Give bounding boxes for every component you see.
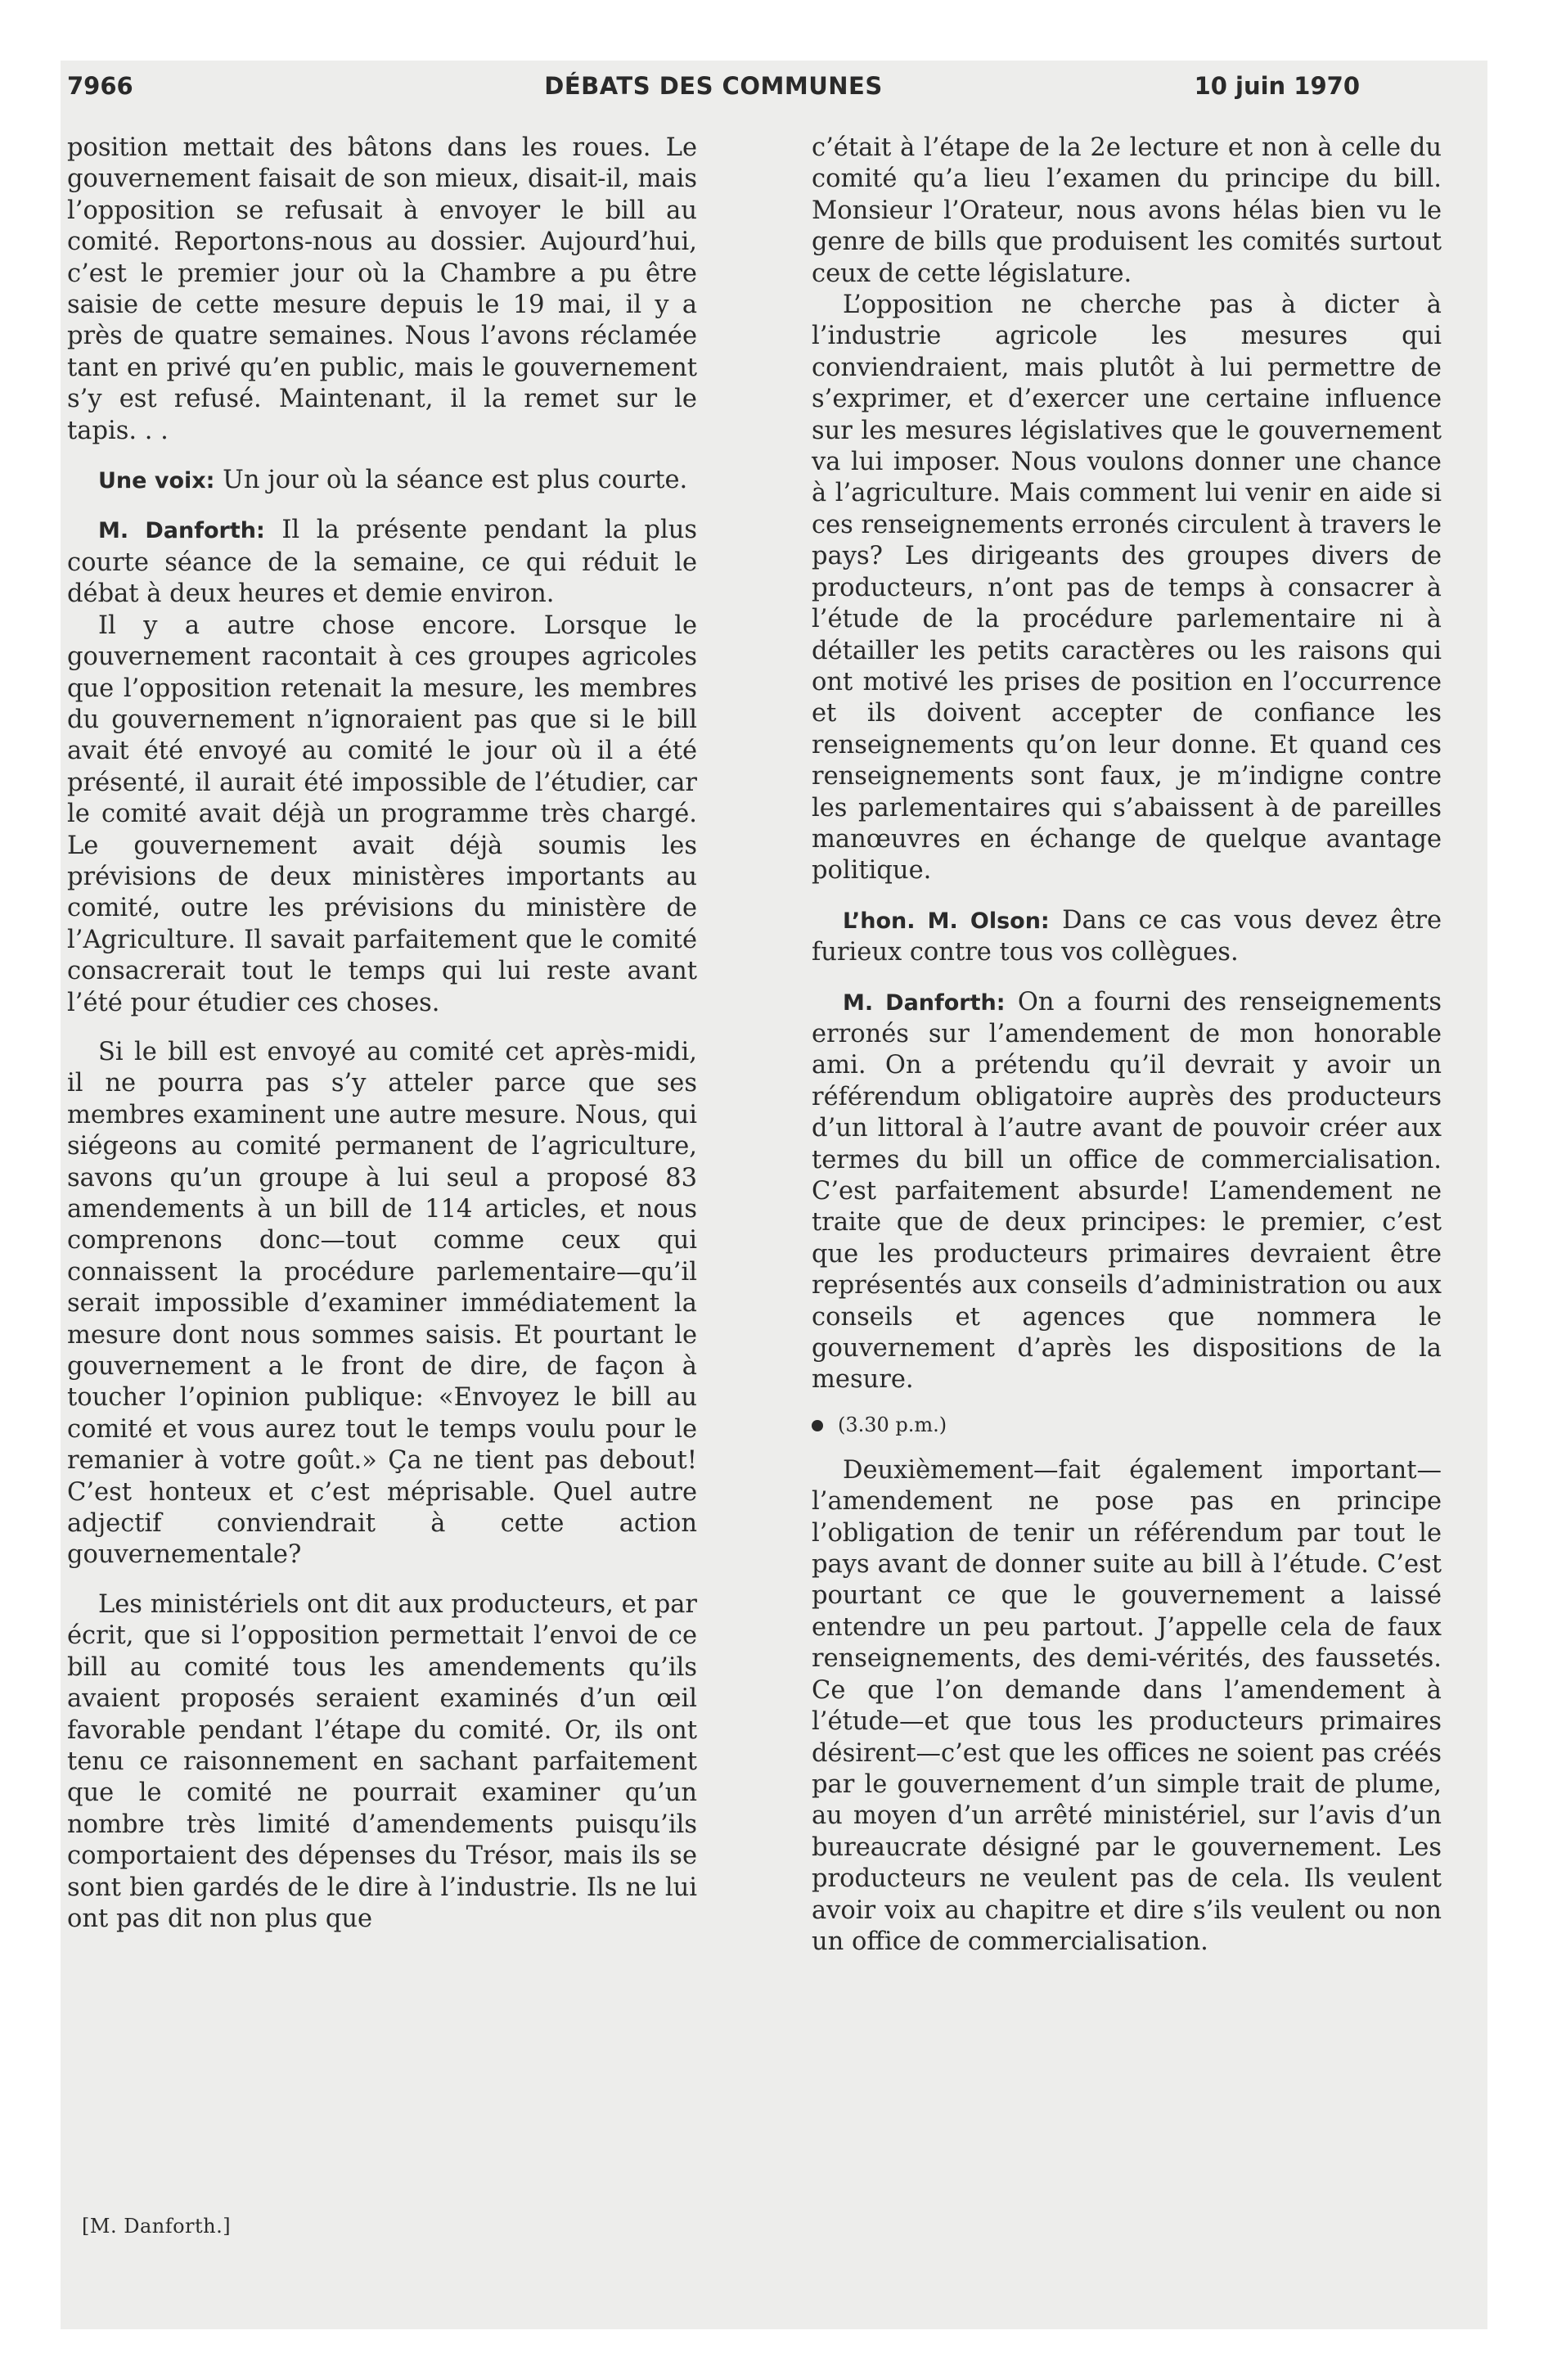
speech-text: Il la présente pendant la plus courte séance de la semaine, ce qui réduit le débat à deux heures et demie environ. <box>67 516 697 609</box>
speaker-name: Une voix: <box>98 468 215 494</box>
bullet-icon <box>812 1420 823 1431</box>
speaker-name: M. Danforth: <box>843 989 1006 1016</box>
page-number: 7966 <box>67 72 133 100</box>
speaker-name: L’hon. M. Olson: <box>843 908 1050 934</box>
page-header <box>67 72 1360 113</box>
time-marker <box>812 1413 1442 1437</box>
paragraph: Si le bill est envoyé au comité cet après-midi, il ne pourra pas s’y atteler parce que ses membres examinent une autre mesure. Nous, qui siégeons au comité permanent de l’agriculture, savons qu’un groupe à lui seul a proposé 83 amendements à un bill de 114 articles, et nous comprenons donc—tout comme ceux qui connaissent la procédure parlementaire—qu’il serait impossible d’examiner immédiatement la mesure dont nous sommes saisis. Et pourtant le gouvernement a le front de dire, de façon à toucher l’opinion publique: «Envoyez le bill au comité et vous aurez tout le temps voulu pour le remanier à votre goût.» Ça ne tient pas debout! C’est honteux et c’est méprisable. Quel autre adjectif conviendrait à cette action gouvernementale? <box>67 1037 697 1570</box>
paragraph: Il y a autre chose encore. Lorsque le gouvernement racontait à ces groupes agricoles que l’opposition retenait la mesure, les membres du gouvernement n’ignoraient pas que si le bill avait été envoyé au comité le jour où il a été présenté, il aurait été impossible de l’étudier, car le comité avait déjà un programme très chargé. Le gouvernement avait déjà soumis les prévisions de deux ministères importants au comité, outre les prévisions du ministère de l’Agriculture. Il savait parfaitement que le comité consacrerait tout le temps qui lui reste avant l’été pour étudier ces choses. <box>67 611 697 1017</box>
speech-paragraph <box>812 905 1442 969</box>
speaker-footer: [M. Danforth.] <box>82 2215 232 2238</box>
speech-text: On a fourni des renseignements erronés sur l’amendement de mon honorable ami. On a prétendu qu’il devrait y avoir un référendum obligatoire auprès des producteurs d’un littoral à l’autre avant de pouvoir créer aux termes du bill un office de commercialisation. C’est parfaitement absurde! L’amendement ne traite que de deux principes: le premier, c’est que les producteurs primaires devraient être représentés aux conseils d’administration ou aux conseils et agences que nommera le gouvernement d’après les dispositions de la mesure. <box>812 987 1442 1395</box>
paragraph: L’opposition ne cherche pas à dicter à l’industrie agricole les mesures qui conviendraient, mais plutôt à lui permettre de s’exprimer, et d’exercer une certaine influence sur les mesures législatives que le gouvernement va lui imposer. Nous voulons donner une chance à l’agriculture. Mais comment lui venir en aide si ces renseignements erronés circulent à travers le pays? Les dirigeants des groupes divers de producteurs, n’ont pas de temps à consacrer à l’étude de la procédure parlementaire ni à détailler les petits caractères ou les raisons qui ont motivé les prises de position en l’occurrence et ils doivent accepter de confiance les renseignements qu’on leur donne. Et quand ces renseignements sont faux, je m’indigne contre les parlementaires qui s’abaissent à de pareilles manœuvres en échange de quelque avantage politique. <box>812 291 1442 886</box>
publication-title: DÉBATS DES COMMUNES <box>544 72 883 100</box>
left-column <box>67 133 697 1935</box>
paragraph: Deuxièmement—fait également important—l’amendement ne pose pas en principe l’obligation de tenir un référendum par tout le pays avant de donner suite au bill à l’étude. C’est pourtant ce que le gouvernement a laissé entendre un peu partout. J’appelle cela de faux renseignements, des demi-vérités, des faussetés. Ce que l’on demande dans l’amendement à l’étude—et que tous les producteurs primaires désirent—c’est que les offices ne soient pas créés par le gouvernement d’un simple trait de plume, au moyen d’un arrêté ministériel, sur l’avis d’un bureaucrate désigné par le gouvernement. Les producteurs ne veulent pas de cela. Ils veulent avoir voix au chapitre et dire s’ils veulent ou non un office de commercialisation. <box>812 1455 1442 1956</box>
paragraph: c’était à l’étape de la 2e lecture et non à celle du comité qu’a lieu l’examen du principe du bill. Monsieur l’Orateur, nous avons hélas bien vu le genre de bills que produisent les comités surtout ceux de cette législature. <box>812 133 1442 288</box>
speech-paragraph <box>812 987 1442 1396</box>
time-text: (3.30 p.m.) <box>838 1413 947 1436</box>
speaker-name: M. Danforth: <box>98 518 265 544</box>
paragraph: position mettait des bâtons dans les roues. Le gouvernement faisait de son mieux, disait-il, mais l’opposition se refusait à envoyer le bill au comité. Reportons-nous au dossier. Aujourd’hui, c’est le premier jour où la Chambre a pu être saisie de cette mesure depuis le 19 mai, il y a près de quatre semaines. Nous l’avons réclamée tant en privé qu’en public, mais le gouvernement s’y est refusé. Maintenant, il la remet sur le tapis. . . <box>67 133 697 445</box>
speech-text: Dans ce cas vous devez être furieux contre tous vos collègues. <box>812 905 1442 967</box>
speech-paragraph <box>67 465 697 497</box>
right-column <box>812 133 1442 1958</box>
speech-text: Un jour où la séance est plus courte. <box>214 466 688 495</box>
speech-paragraph <box>67 515 697 610</box>
paragraph: Les ministériels ont dit aux producteurs, et par écrit, que si l’opposition permettait l’envoi de ce bill au comité tous les amendements qu’ils avaient proposés seraient examinés d’un œil favorable pendant l’étape du comité. Or, ils ont tenu ce raisonnement en sachant parfaitement que le comité ne pourrait examiner qu’un nombre très limité d’amendements puisqu’ils comportaient des dépenses du Trésor, mais ils se sont bien gardés de le dire à l’industrie. Ils ne lui ont pas dit non plus que <box>67 1589 697 1933</box>
publication-date: 10 juin 1970 <box>1194 72 1360 100</box>
